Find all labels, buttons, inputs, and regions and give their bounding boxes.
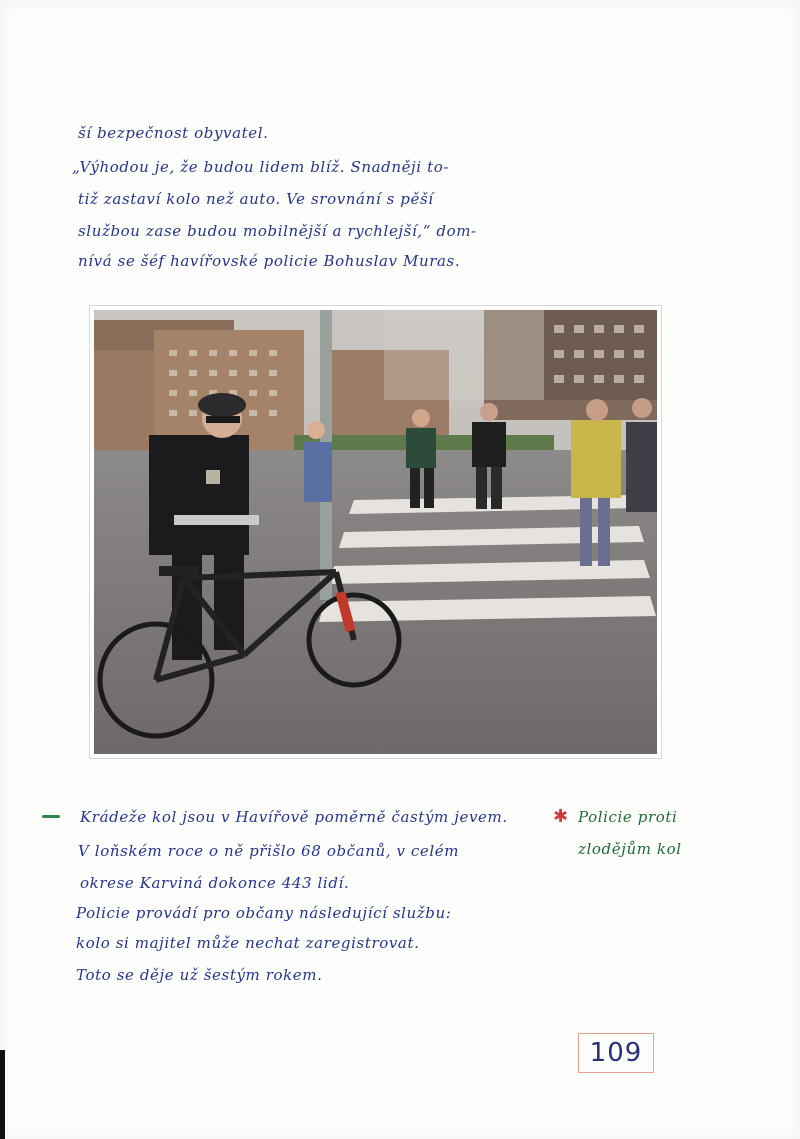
text-line-4: službou zase budou mobilnější a rychlejší,“ dom- — [78, 222, 477, 240]
margin-note-line-2: zlodějům kol — [578, 840, 682, 858]
text-line-6: Krádeže kol jsou v Havířově poměrně častým jevem. — [80, 808, 508, 826]
margin-note-line-1: Policie proti — [578, 808, 678, 826]
text-line-3: tiž zastaví kolo než auto. Ve srovnání s pěší — [78, 190, 434, 208]
asterisk-icon: ✱ — [553, 806, 569, 827]
photo-illustration — [94, 310, 657, 754]
bullet-dash — [42, 815, 60, 818]
text-line-2: „Výhodou je, že budou lidem blíž. Snadněji to- — [72, 158, 450, 176]
text-line-5: nívá se šéf havířovské policie Bohuslav Muras. — [78, 252, 461, 270]
text-line-11: Toto se děje už šestým rokem. — [76, 966, 323, 984]
newspaper-photo — [89, 305, 662, 759]
text-line-7: V loňském roce o ně přišlo 68 občanů, v celém — [78, 842, 460, 860]
page-number: 109 — [578, 1033, 654, 1073]
text-line-10: kolo si majitel může nechat zaregistrovat. — [76, 934, 420, 952]
text-line-9: Policie provádí pro občany následující službu: — [76, 904, 452, 922]
text-line-8: okrese Karviná dokonce 443 lidí. — [80, 874, 350, 892]
scan-edge-bar — [0, 1050, 5, 1139]
text-line-1: ší bezpečnost obyvatel. — [78, 124, 269, 142]
